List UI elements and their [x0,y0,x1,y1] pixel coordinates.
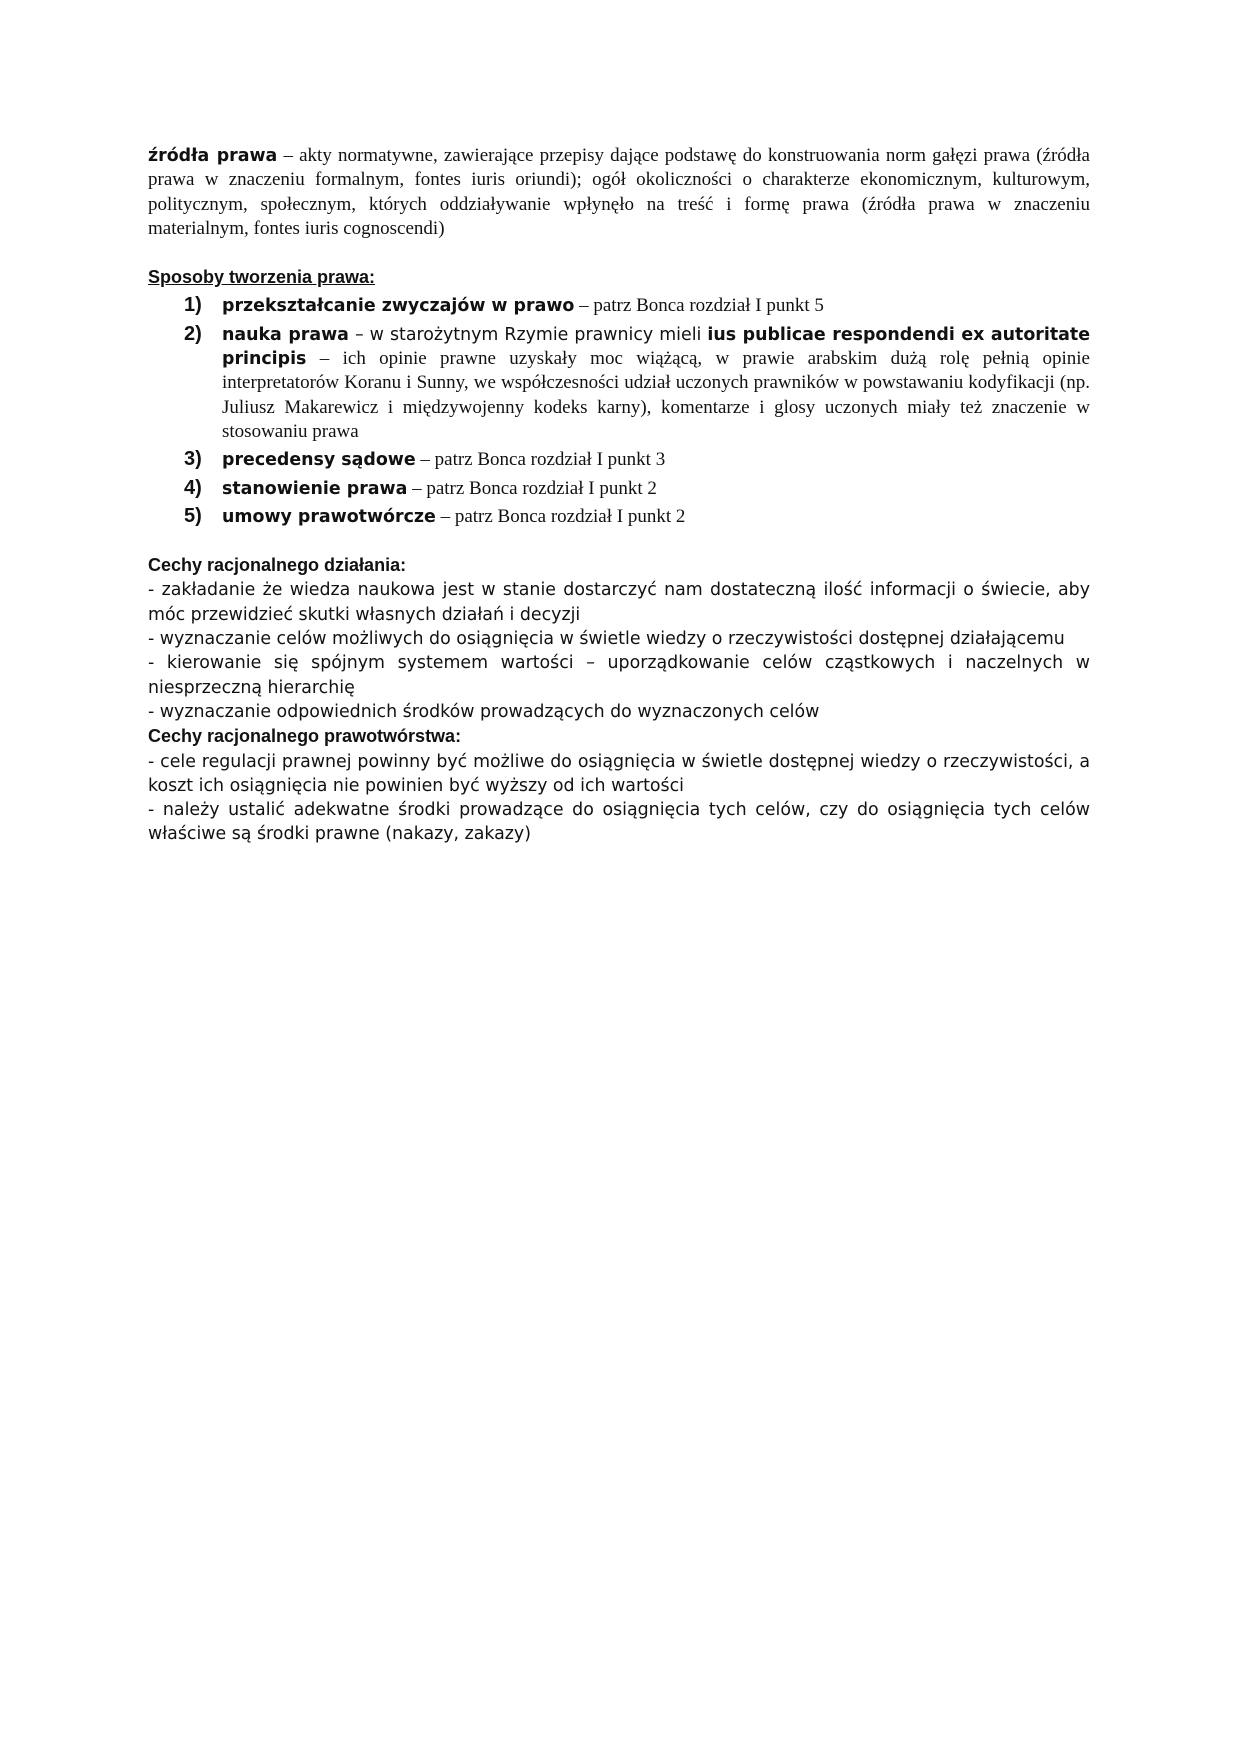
rational-lawmaking-heading: Cechy racjonalnego prawotwórstwa: [148,726,462,747]
point-text: - kierowanie się spójnym systemem wartości – uporządkowanie celów cząstkowych i naczelnych w niesprzeczną hierarchię [148,653,1090,698]
point-text: - należy ustalić adekwatne środki prowadzące do osiągnięcia tych celów, czy do osiągnięcia tych celów właściwe są środki prawne (nakazy, zakazy) [148,800,1090,845]
list-item [148,477,1090,501]
list-term: stanowienie prawa [222,478,408,499]
rational-action-heading-line [148,553,1090,578]
list-term: przekształcanie zwyczajów w prawo [222,296,575,317]
ways-list [148,294,1090,529]
list-text: – w starożytnym Rzymie prawnicy mieli [348,324,708,345]
rational-lawmaking-point [148,750,1090,799]
rational-action-point [148,651,1090,700]
point-text: - wyznaczanie odpowiednich środków prowadzących do wyznaczonych celów [148,701,820,722]
list-text: – patrz Bonca rozdział I punkt 2 [407,477,657,499]
point-text: - cele regulacji prawnej powinny być możliwe do osiągnięcia w świetle dostępnej wiedzy o rzeczywistości, a koszt ich osiągnięcia nie powinien być wyższy od ich wartości [148,751,1090,796]
intro-text: – akty normatywne, zawierające przepisy dające podstawę do konstruowania norm gałęzi prawa (źródła prawa w znaczeniu formalnym, fontes iuris oriundi); ogół okoliczności o charakterze ekonomicznym, kulturowym, politycznym, społecznym, których oddziaływanie wpłynęło na treść i formę prawa (źródła prawa w znaczeniu materialnym, fontes iuris cognoscendi) [148,145,1090,239]
list-item [148,448,1090,472]
rational-lawmaking-point [148,798,1090,847]
list-number: 2) [184,322,202,345]
list-term-latin: ius publicae respondendi ex autoritate principis [222,324,1090,370]
list-number: 5) [184,504,202,527]
list-number: 4) [184,476,202,499]
list-text: – patrz Bonca rozdział I punkt 3 [415,449,666,471]
list-term: precedensy sądowe [222,450,416,471]
point-text: - wyznaczanie celów możliwych do osiągnięcia w świetle wiedzy o rzeczywistości dostępnej działającemu [148,629,1065,650]
rational-action-point [148,578,1090,627]
list-number: 1) [184,294,202,317]
document-page [148,144,1090,847]
list-text: – ich opinie prawne uzyskały moc wiążącą, w prawie arabskim dużą rolę pełnią opinie interpretatorów Koranu i Sunny, we współczesności udział uczonych prawników w powstawaniu kodyfikacji (np. Juliusz Makarewicz i międzywojenny kodeks karny), komentarze i glosy uczonych miały też znaczenie w stosowaniu prawa [222,348,1090,442]
intro-paragraph [148,144,1090,241]
list-item [148,505,1090,529]
point-text: - zakładanie że wiedza naukowa jest w stanie dostarczyć nam dostateczną ilość informacji o świecie, aby móc przewidzieć skutki własnych działań i decyzji [148,580,1090,625]
list-number: 3) [184,448,202,471]
list-item [148,294,1090,318]
list-term: nauka prawa [222,324,349,345]
rational-lawmaking-heading-line [148,724,1090,749]
list-item [148,323,1090,444]
list-text: – patrz Bonca rozdział I punkt 2 [435,505,686,527]
list-term: umowy prawotwórcze [222,506,436,527]
intro-term: źródła prawa [148,146,278,166]
ways-heading-line [148,265,1090,290]
ways-heading: Sposoby tworzenia prawa: [148,267,376,288]
rational-action-point [148,627,1090,651]
rational-action-heading: Cechy racjonalnego działania: [148,555,407,576]
rational-action-point [148,700,1090,724]
list-text: – patrz Bonca rozdział I punkt 5 [574,295,824,317]
